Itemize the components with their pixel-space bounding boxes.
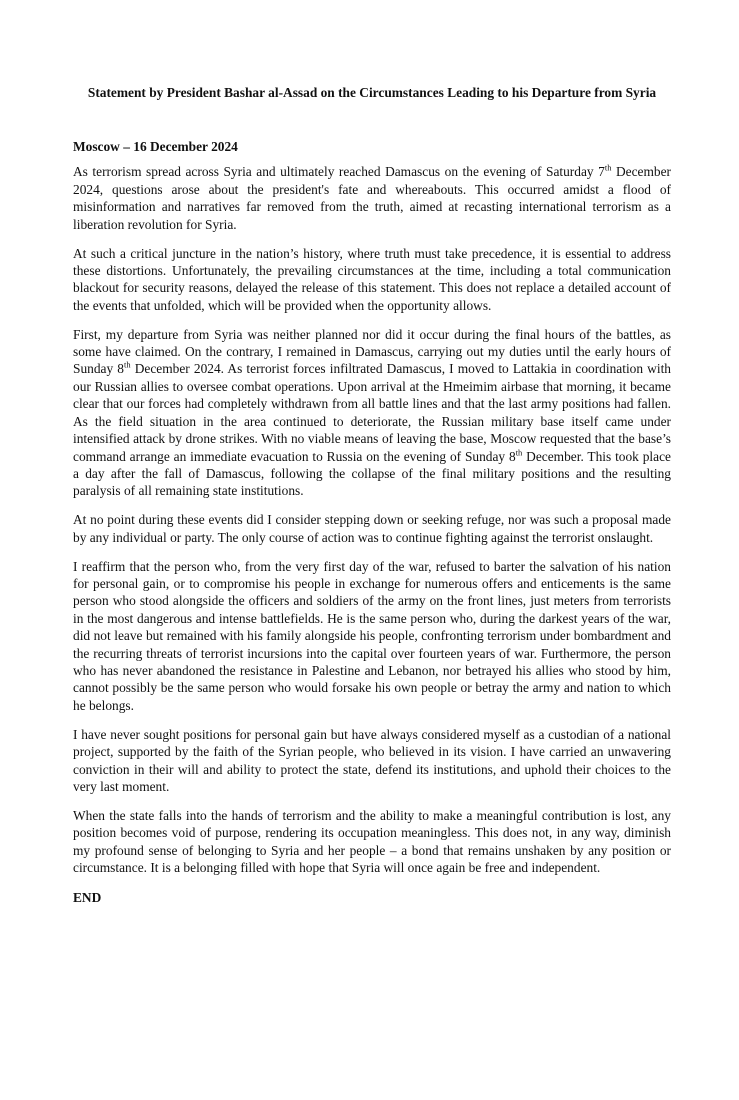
paragraph-text: I have never sought positions for personal gain but have always considered myself as a custodian of a national project, supported by the faith of the Syrian people, who believed in its vision. I have carried an unwavering conviction in their will and ability to protect the state, defend its institutions, and uphold their choices to the very last moment. bbox=[73, 726, 671, 794]
paragraph-text: At no point during these events did I consider stepping down or seeking refuge, nor was such a proposal made by any individual or party. The only course of action was to continue fighting against the terrorist onslaught. bbox=[73, 512, 671, 545]
document-title: Statement by President Bashar al-Assad on the Circumstances Leading to his Departure from Syria bbox=[87, 85, 657, 100]
body-paragraph bbox=[73, 726, 671, 796]
ordinal-suffix: th bbox=[124, 360, 131, 370]
paragraph-text: December 2024, questions arose about the president's fate and whereabouts. This occurred amidst a flood of misinformation and narratives far removed from the truth, aimed at recasting international terrorism as a liberation revolution for Syria. bbox=[73, 164, 671, 232]
paragraph-text: December 2024. As terrorist forces infiltrated Damascus, I moved to Lattakia in coordination with our Russian allies to oversee combat operations. Upon arrival at the Hmeimim airbase that morning, it became clear that our forces had completely withdrawn from all battle lines and that the last army positions had fallen. As the field situation in the area continued to deteriorate, the Russian military base itself came under intensified attack by drone strikes. With no viable means of leaving the base, Moscow requested that the base’s command arrange an immediate evacuation to Russia on the evening of Sunday 8 bbox=[73, 361, 671, 464]
paragraph-text: December. This took place a day after the fall of Damascus, following the collapse of the final military positions and the resulting paralysis of all remaining state institutions. bbox=[73, 448, 671, 499]
ordinal-suffix: th bbox=[604, 162, 612, 173]
paragraph-text: At such a critical juncture in the nation’s history, where truth must take precedence, it is essential to address these distortions. Unfortunately, the prevailing circumstances at the time, including a total communication blackout for security reasons, delayed the release of this statement. This does not replace a detailed account of the events that unfolded, which will be provided when the opportunity allows. bbox=[73, 245, 671, 313]
body-paragraph bbox=[73, 245, 671, 315]
ordinal-suffix: th bbox=[515, 447, 523, 458]
paragraph-text: When the state falls into the hands of terrorism and the ability to make a meaningful contribution is lost, any position becomes void of purpose, rendering its occupation meaningless. This does not, in any way, diminish my profound sense of belonging to Syria and her people – a bond that remains unshaken by any position or circumstance. It is a belonging filled with hope that Syria will once again be free and independent. bbox=[73, 807, 671, 876]
paragraph-text: I reaffirm that the person who, from the very first day of the war, refused to barter the salvation of his nation for personal gain, or to compromise his people in exchange for numerous offers and enticements is the same person who stood alongside the officers and soldiers of the army on the front lines, just meters from terrorists in the most dangerous and intense battlefields. He is the same person who, during the darkest years of the war, did not leave but remained with his family alongside his people, confronting terrorism under bombardment and the recurring threats of terrorist incursions into the capital over fourteen years of war. Furthermore, the person who has never abandoned the resistance in Palestine and Lebanon, nor betrayed his allies who stood by him, cannot possibly be the same person who would forsake his own people or betray the army and nation to which he belongs. bbox=[73, 558, 671, 713]
body-paragraph bbox=[73, 807, 671, 877]
body-paragraph bbox=[73, 326, 671, 500]
end-marker: END bbox=[73, 890, 102, 906]
body-paragraph bbox=[73, 163, 671, 233]
paragraph-text: As terrorism spread across Syria and ultimately reached Damascus on the evening of Saturday 7 bbox=[73, 164, 605, 180]
body-paragraphs bbox=[73, 163, 671, 876]
body-paragraph bbox=[73, 511, 671, 546]
dateline: Moscow – 16 December 2024 bbox=[73, 139, 238, 154]
paragraph-text: First, my departure from Syria was neither planned nor did it occur during the final hours of the battles, as some have claimed. On the contrary, I remained in Damascus, carrying out my duties until the early hours of Sunday 8 bbox=[73, 326, 671, 377]
body-paragraph bbox=[73, 558, 671, 715]
